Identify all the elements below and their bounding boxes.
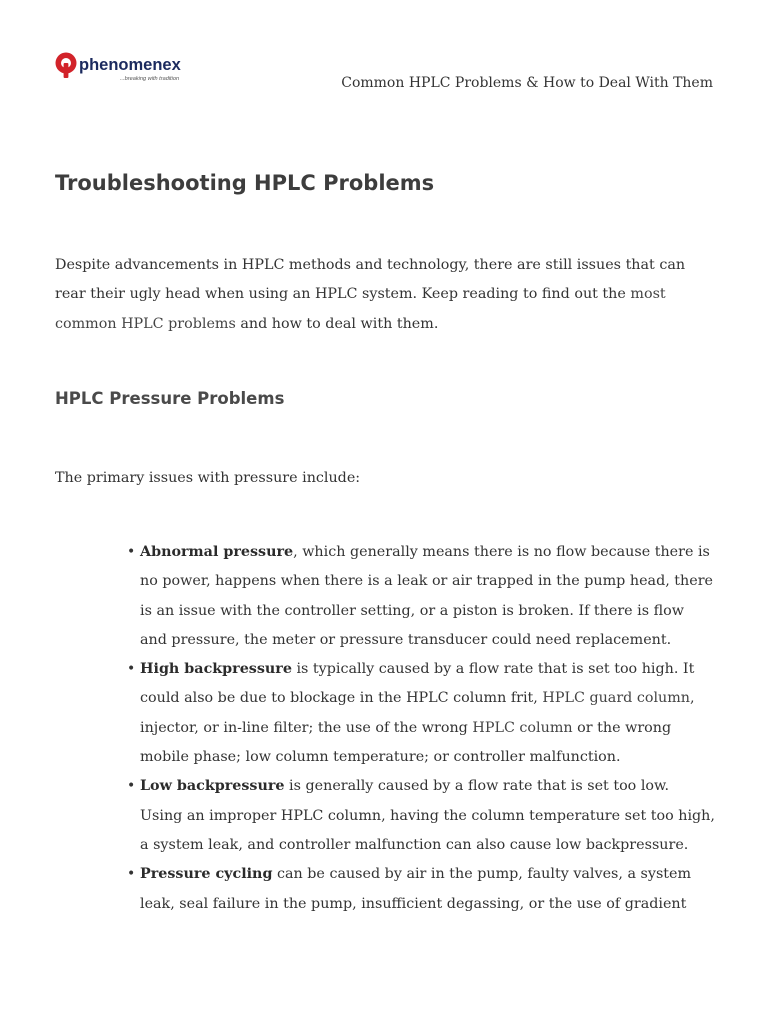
issue-description: , injector, or in-line filter; the use of the wrong bbox=[140, 690, 695, 736]
phenomenex-logo[interactable] bbox=[54, 51, 194, 85]
issue-term: Pressure cycling bbox=[140, 866, 273, 883]
issue-term: Abnormal pressure bbox=[140, 544, 294, 560]
logo-wordmark: phenomenex bbox=[79, 56, 181, 74]
issue-description: , which generally means there is no flow because there is no power, happens when there is a leak or air trapped in the pump head, there is an issue with the controller setting, or a piston is broken. If there is flow and pressure, the meter or pressure transducer could need replacement. bbox=[140, 544, 714, 648]
issue-description: is typically caused by a flow rate that is set too high. It could also be due to blockage in the HPLC column frit, bbox=[140, 661, 695, 707]
bullet-icon: • bbox=[127, 866, 136, 883]
issue-term: Low backpressure bbox=[140, 778, 285, 795]
most-common-problems-link[interactable]: most common HPLC problems bbox=[55, 286, 666, 332]
phenomenex-logo-mark bbox=[54, 51, 194, 85]
hplc-column-link[interactable]: HPLC column bbox=[472, 719, 573, 736]
issue-description: or the wrong mobile phase; low column temperature; or controller malfunction. bbox=[140, 719, 672, 766]
issue-term: High backpressure bbox=[140, 661, 292, 678]
logo-tagline: ...breaking with tradition bbox=[120, 76, 180, 82]
bullet-icon: • bbox=[127, 544, 136, 560]
section-title: HPLC Pressure Problems bbox=[55, 389, 285, 408]
bullet-icon: • bbox=[127, 778, 136, 795]
intro-text-start: Despite advancements in HPLC methods and technology, there are still issues that can rear their ugly head when using an HPLC system. Keep reading to find out the bbox=[55, 257, 686, 303]
intro-paragraph bbox=[55, 251, 715, 339]
lead-paragraph: The primary issues with pressure include: bbox=[55, 470, 361, 486]
issue-description: is generally caused by a flow rate that is set too low. Using an improper HPLC column, having the column temperature set too high, a system leak, and controller malfunction can also cause low backpressure. bbox=[140, 778, 715, 853]
issue-description: can be caused by air in the pump, faulty valves, a system leak, seal failure in the pump, insufficient degassing, or the use of gradient bbox=[140, 866, 692, 912]
list-item bbox=[127, 772, 715, 860]
page-title: Troubleshooting HPLC Problems bbox=[55, 171, 435, 195]
list-item bbox=[127, 860, 715, 919]
hplc-guard-column-link[interactable]: HPLC guard column bbox=[542, 690, 691, 707]
intro-text-end: and how to deal with them. bbox=[235, 315, 439, 332]
list-item bbox=[127, 538, 715, 655]
document-title: Common HPLC Problems & How to Deal With Them bbox=[341, 75, 713, 91]
bullet-icon: • bbox=[127, 661, 136, 678]
pressure-issues-list bbox=[127, 538, 715, 919]
list-item bbox=[127, 655, 715, 772]
